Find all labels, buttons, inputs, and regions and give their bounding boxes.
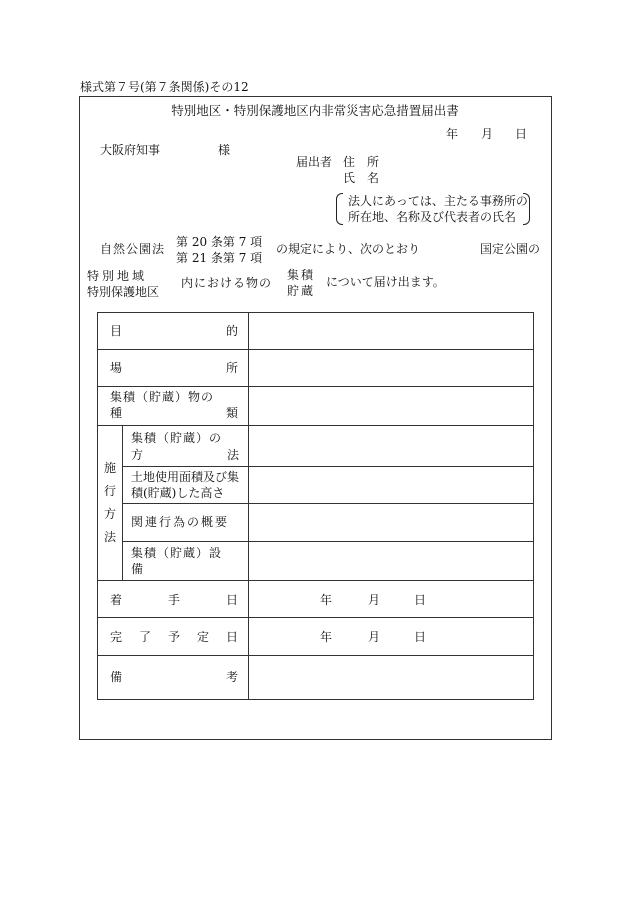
- method-value[interactable]: [249, 426, 533, 466]
- special-area-option: 特別地域: [87, 269, 148, 283]
- storage-option: 貯蔵: [287, 284, 316, 298]
- method-label-line-1: 集積（貯蔵）の: [131, 431, 223, 445]
- document-title: 特別地区・特別保護地区内非常災害応急措置届出書: [171, 103, 459, 118]
- type-char-1: 種: [110, 406, 123, 420]
- land-area-value[interactable]: [249, 467, 533, 503]
- facility-label-line-1: 集積（貯蔵）設: [131, 546, 223, 560]
- completion-char-4: 定: [196, 630, 209, 644]
- related-activities-label: 関連行為の概要: [131, 515, 230, 529]
- completion-char-5: 日: [225, 630, 238, 644]
- park-law-label: 自然公園法: [100, 242, 166, 256]
- remarks-char-1: 備: [110, 670, 123, 684]
- completion-char-1: 完: [110, 630, 123, 644]
- completion-date-month: 月: [368, 630, 381, 644]
- remarks-char-2: 考: [225, 670, 238, 684]
- related-activities-value[interactable]: [249, 504, 533, 541]
- start-date-year: 年: [320, 593, 333, 607]
- filer-label: 届出者: [296, 155, 333, 169]
- honorific: 様: [218, 143, 231, 157]
- method-group-char-2: 行: [104, 484, 117, 498]
- method-group-char-4: 法: [104, 530, 117, 544]
- header-date-year: 年: [446, 127, 459, 141]
- facility-label-line-2: 備: [131, 562, 144, 576]
- special-protection-area-option: 特別保護地区: [87, 285, 160, 299]
- start-char-1: 着: [110, 593, 123, 607]
- start-date-day: 日: [414, 593, 427, 607]
- completion-date-year: 年: [320, 630, 333, 644]
- row-divider: [98, 617, 533, 618]
- column-divider: [122, 425, 123, 580]
- remarks-value[interactable]: [249, 656, 533, 699]
- filer-name-label: 氏 名: [343, 171, 380, 185]
- method-label-line-2: [131, 449, 239, 461]
- national-park-text: 国定公園の: [480, 242, 541, 256]
- form-number-label: 様式第７号(第７条関係)その12: [80, 80, 249, 94]
- filer-address-label: 住 所: [343, 155, 380, 169]
- place-char-1: 場: [110, 361, 123, 375]
- item-type-value[interactable]: [249, 387, 533, 425]
- completion-date-label: [110, 631, 238, 643]
- place-label: [110, 362, 238, 374]
- left-bracket: [336, 193, 343, 225]
- completion-date-day: 日: [414, 630, 427, 644]
- method-char-2: 法: [226, 448, 239, 462]
- item-type-label-line-2: [110, 407, 238, 419]
- collect-option: 集積: [287, 268, 316, 282]
- purpose-char-2: 的: [225, 324, 238, 338]
- item-type-label-line-1: 集積（貯蔵）物の: [110, 390, 215, 404]
- article-21-option: 第 21 条第 7 項: [176, 251, 263, 265]
- purpose-label: [110, 325, 238, 337]
- addressee: 大阪府知事: [100, 143, 161, 157]
- place-value[interactable]: [249, 350, 533, 386]
- corporate-note-line-1: 法人にあっては、主たる事務所の: [348, 194, 528, 208]
- within-text: 内における物の: [181, 276, 273, 290]
- start-char-3: 日: [225, 593, 238, 607]
- land-area-label-line-2: 積(貯蔵)した高さ: [131, 486, 225, 500]
- article-20-option: 第 20 条第 7 項: [176, 235, 263, 249]
- header-date-month: 月: [481, 127, 494, 141]
- purpose-char-1: 目: [110, 324, 123, 338]
- place-char-2: 所: [225, 361, 238, 375]
- method-group-char-3: 方: [104, 507, 117, 521]
- corporate-note-line-2: 所在地、名称及び代表者の氏名: [348, 210, 517, 224]
- start-date-label: [110, 594, 238, 606]
- details-table: [97, 312, 534, 700]
- facility-value[interactable]: [249, 542, 533, 580]
- land-area-label-line-1: 土地使用面積及び集: [131, 470, 240, 484]
- provision-text: の規定により、次のとおり: [276, 242, 421, 256]
- start-date-month: 月: [368, 593, 381, 607]
- report-text: について届け出ます。: [326, 275, 445, 289]
- completion-char-3: 予: [167, 630, 180, 644]
- remarks-label: [110, 671, 238, 683]
- method-char-1: 方: [131, 448, 144, 462]
- completion-char-2: 了: [138, 630, 151, 644]
- header-date-day: 日: [515, 127, 528, 141]
- method-group-char-1: 施: [104, 461, 117, 475]
- start-char-2: 手: [167, 593, 180, 607]
- type-char-2: 類: [225, 406, 238, 420]
- purpose-value[interactable]: [249, 313, 533, 349]
- row-divider: [98, 580, 533, 581]
